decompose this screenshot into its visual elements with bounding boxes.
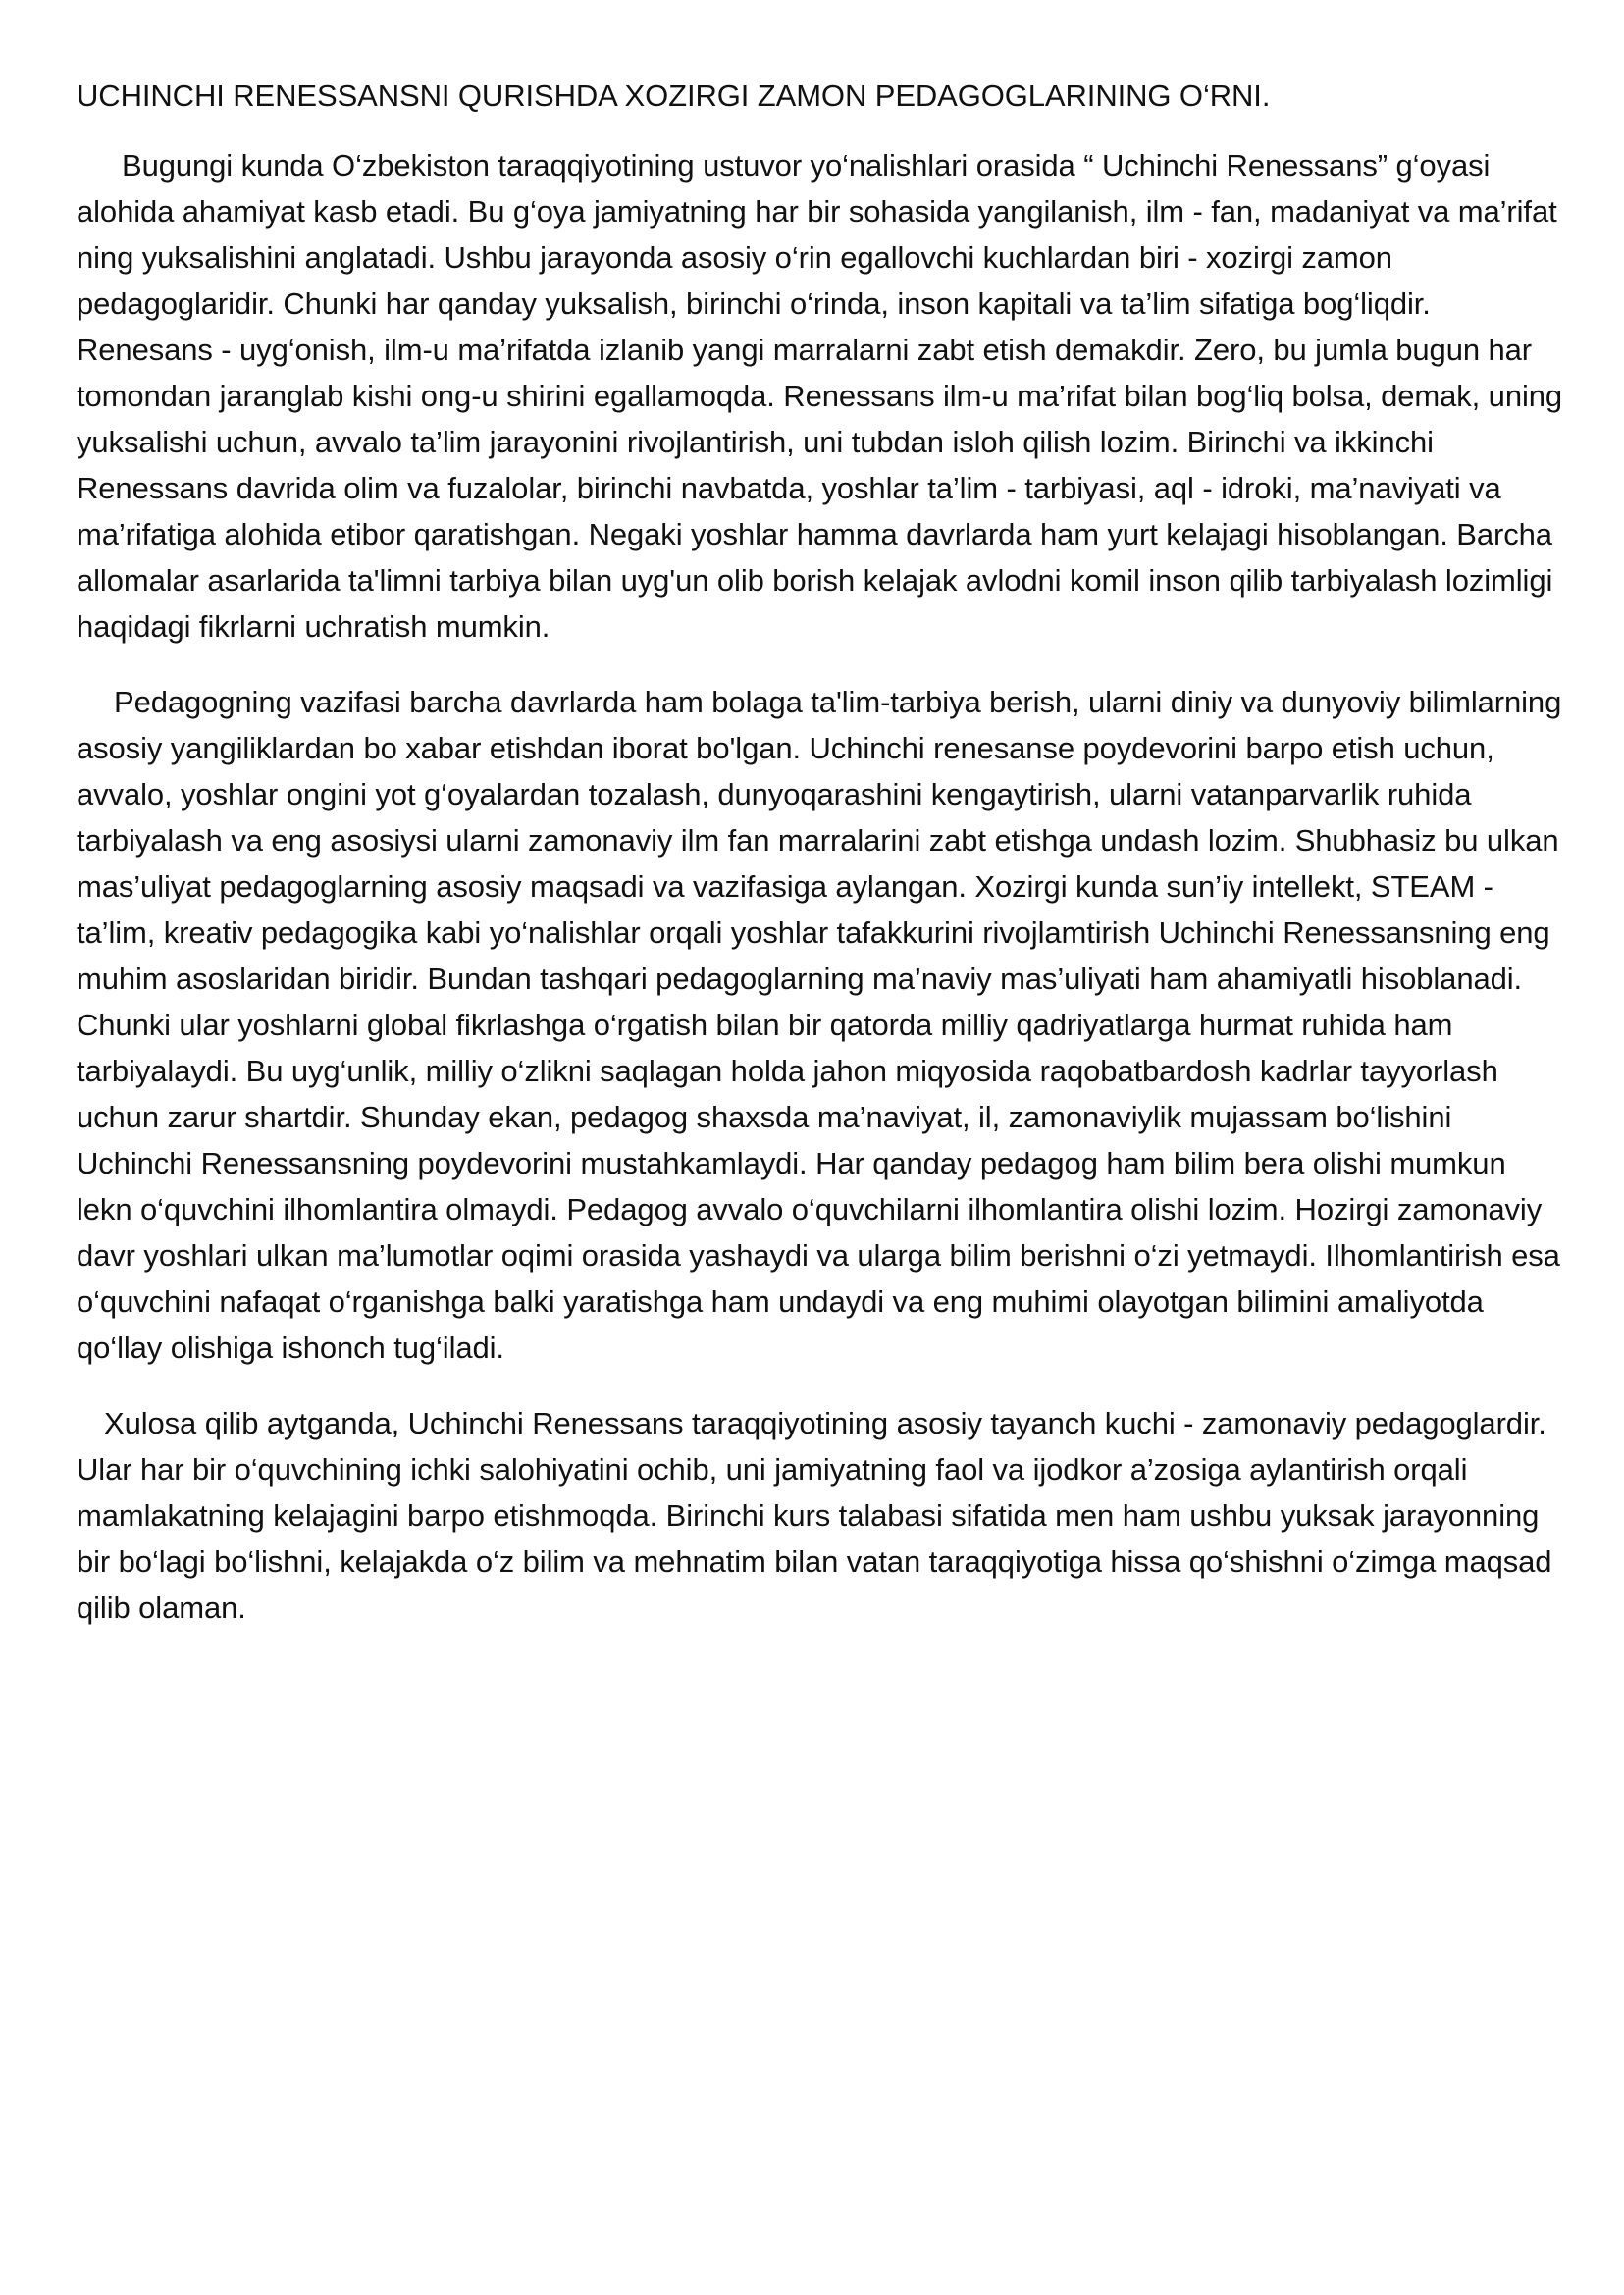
document-title: UCHINCHI RENESSANSNI QURISHDA XOZIRGI ZAMON PEDAGOGLARINING O‘RNI. — [77, 78, 1271, 113]
document-body — [77, 73, 1568, 1660]
paragraph-introduction: Bugungi kunda O‘zbekiston taraqqiyotining ustuvor yo‘nalishlari orasida “ Uchinchi Renessans” g‘oyasi alohida ahamiyat kasb etadi. Bu g‘oya jamiyatning har bir sohasida yangilanish, ilm - fan, madaniyat va ma’rifat ning yuksalishini anglatadi. Ushbu jarayonda asosiy o‘rin egallovchi kuchlardan biri - xozirgi zamon pedagoglaridir. Chunki har qanday yuksalish, birinchi o‘rinda, inson kapitali va ta’lim sifatiga bog‘liqdir. Renesans - uyg‘onish, ilm-u ma’rifatda izlanib yangi marralarni zabt etish demakdir. Zero, bu jumla bugun har tomondan jaranglab kishi ong-u shirini egallamoqda. Renessans ilm-u ma’rifat bilan bog‘liq bolsa, demak, uning yuksalishi uchun, avvalo ta’lim jarayonini rivojlantirish, uni tubdan isloh qilish lozim. Birinchi va ikkinchi Renessans davrida olim va fuzalolar, birinchi navbatda, yoshlar ta’lim - tarbiyasi, aql - idroki, ma’naviyati va ma’rifatiga alohida etibor qaratishgan. Negaki yoshlar hamma davrlarda ham yurt kelajagi hisoblangan. Barcha allomalar asarlarida ta'limni tarbiya bilan uyg'un olib borish kelajak avlodni komil inson qilib tarbiyalash lozimligi haqidagi fikrlarni uchratish mumkin. — [77, 148, 1563, 644]
paragraph-conclusion: Xulosa qilib aytganda, Uchinchi Renessans taraqqiyotining asosiy tayanch kuchi - zamonaviy pedagoglardir. Ular har bir o‘quvchining ichki salohiyatini ochib, uni jamiyatning faol va ijodkor a’zosiga aylantirish orqali mamlakatning kelajagini barpo etishmoqda. Birinchi kurs talabasi sifatida men ham ushbu yuksak jarayonning bir bo‘lagi bo‘lishni, kelajakda o‘z bilim va mehnatim bilan vatan taraqqiyotiga hissa qo‘shishni o‘zimga maqsad qilib olaman. — [77, 1406, 1552, 1625]
paragraph-pedagog-role: Pedagogning vazifasi barcha davrlarda ham bolaga ta'lim-tarbiya berish, ularni diniy va dunyoviy bilimlarning asosiy yangiliklardan bo xabar etishdan iborat bo'lgan. Uchinchi renesanse poydevorini barpo etish uchun, avvalo, yoshlar ongini yot g‘oyalardan tozalash, dunyoqarashini kengaytirish, ularni vatanparvarlik ruhida tarbiyalash va eng asosiysi ularni zamonaviy ilm fan marralarini zabt etishga undash lozim. Shubhasiz bu ulkan mas’uliyat pedagoglarning asosiy maqsadi va vazifasiga aylangan. Xozirgi kunda sun’iy intellekt, STEAM - ta’lim, kreativ pedagogika kabi yo‘nalishlar orqali yoshlar tafakkurini rivojlamtirish Uchinchi Renessansning eng muhim asoslaridan biridir. Bundan tashqari pedagoglarning ma’naviy mas’uliyati ham ahamiyatli hisoblanadi. Chunki ular yoshlarni global fikrlashga o‘rgatish bilan bir qatorda milliy qadriyatlarga hurmat ruhida ham tarbiyalaydi. Bu uyg‘unlik, milliy o‘zlikni saqlagan holda jahon miqyosida raqobatbardosh kadrlar tayyorlash uchun zarur shartdir. Shunday ekan, pedagog shaxsda ma’naviyat, il, zamonaviylik mujassam bo‘lishini Uchinchi Renessansning poydevorini mustahkamlaydi. Har qanday pedagog ham bilim bera olishi mumkun lekn o‘quvchini ilhomlantira olmaydi. Pedagog avvalo o‘quvchilarni ilhomlantira olishi lozim. Hozirgi zamonaviy davr yoshlari ulkan ma’lumotlar oqimi orasida yashaydi va ularga bilim berishni o‘zi yetmaydi. Ilhomlantirish esa o‘quvchini nafaqat o‘rganishga balki yaratishga ham undaydi va eng muhimi olayotgan bilimini amaliyotda qo‘llay olishiga ishonch tug‘iladi. — [77, 685, 1562, 1365]
